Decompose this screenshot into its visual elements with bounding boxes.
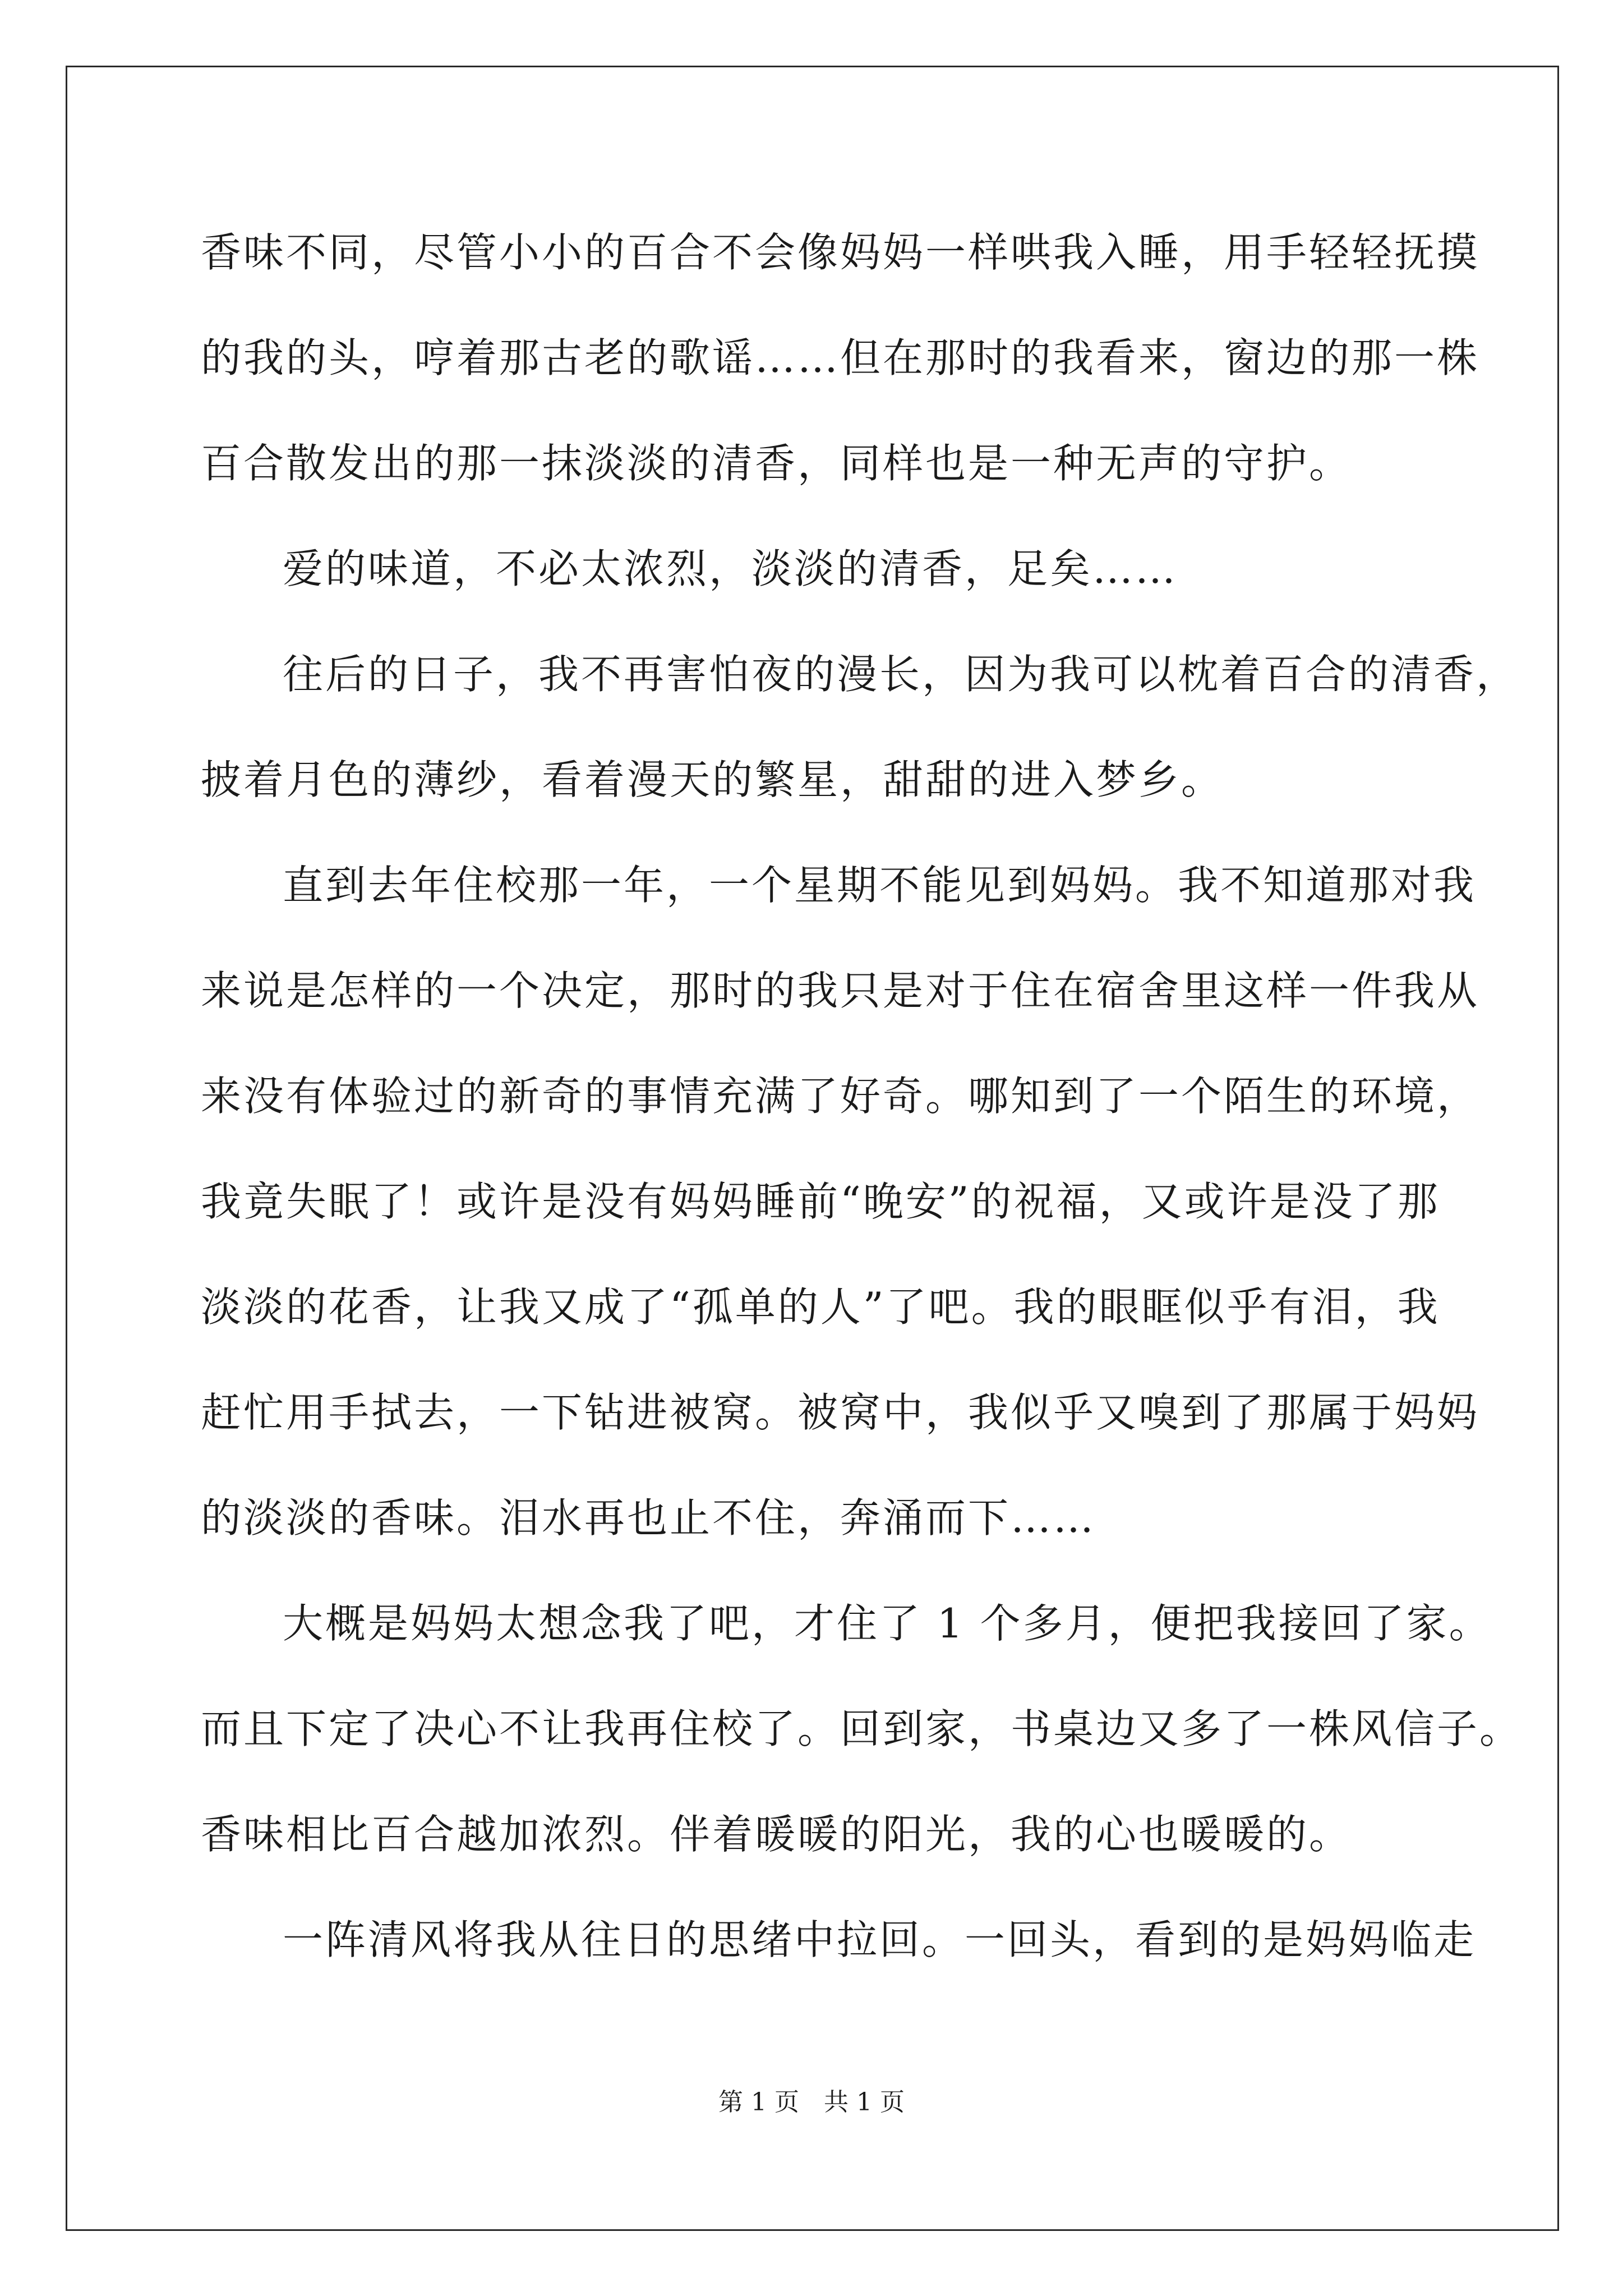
text-line: 来没有体验过的新奇的事情充满了好奇。哪知到了一个陌生的环境， bbox=[201, 1073, 1480, 1120]
text-line: 而且下定了决心不让我再住校了。回到家，书桌边又多了一株风信子。 bbox=[201, 1705, 1523, 1752]
page-footer: 第 1 页 共 1 页 bbox=[718, 2088, 905, 2116]
text-line: 爱的味道，不必太浓烈，淡淡的清香，足矣…… bbox=[283, 545, 1178, 592]
text-line: 往后的日子，我不再害怕夜的漫长，因为我可以枕着百合的清香， bbox=[283, 651, 1519, 698]
text-line: 一阵清风将我从往日的思绪中拉回。一回头，看到的是妈妈临走 bbox=[283, 1916, 1477, 1963]
text-line: 来说是怎样的一个决定，那时的我只是对于住在宿舍里这样一件我从 bbox=[201, 967, 1480, 1014]
text-line: 的淡淡的香味。泪水再也止不住，奔涌而下…… bbox=[201, 1494, 1096, 1542]
page-border bbox=[66, 66, 1559, 2231]
text-line: 百合散发出的那一抹淡淡的清香，同样也是一种无声的守护。 bbox=[201, 440, 1352, 487]
text-line: 我竟失眠了！或许是没有妈妈睡前“晚安”的祝福，又或许是没了那 bbox=[201, 1178, 1440, 1225]
text-line: 披着月色的薄纱，看着漫天的繁星，甜甜的进入梦乡。 bbox=[201, 756, 1224, 803]
text-line: 香味相比百合越加浓烈。伴着暖暖的阳光，我的心也暖暖的。 bbox=[201, 1811, 1352, 1858]
text-line: 大概是妈妈太想念我了吧，才住了 1 个多月，便把我接回了家。 bbox=[283, 1600, 1492, 1647]
text-line: 的我的头，哼着那古老的歌谣……但在那时的我看来，窗边的那一株 bbox=[201, 334, 1480, 381]
text-line: 淡淡的花香，让我又成了“孤单的人”了吧。我的眼眶似乎有泪，我 bbox=[201, 1283, 1440, 1331]
text-line: 直到去年住校那一年，一个星期不能见到妈妈。我不知道那对我 bbox=[283, 862, 1477, 909]
text-line: 香味不同，尽管小小的百合不会像妈妈一样哄我入睡，用手轻轻抚摸 bbox=[201, 229, 1480, 276]
text-line: 赶忙用手拭去，一下钻进被窝。被窝中，我似乎又嗅到了那属于妈妈 bbox=[201, 1389, 1480, 1436]
